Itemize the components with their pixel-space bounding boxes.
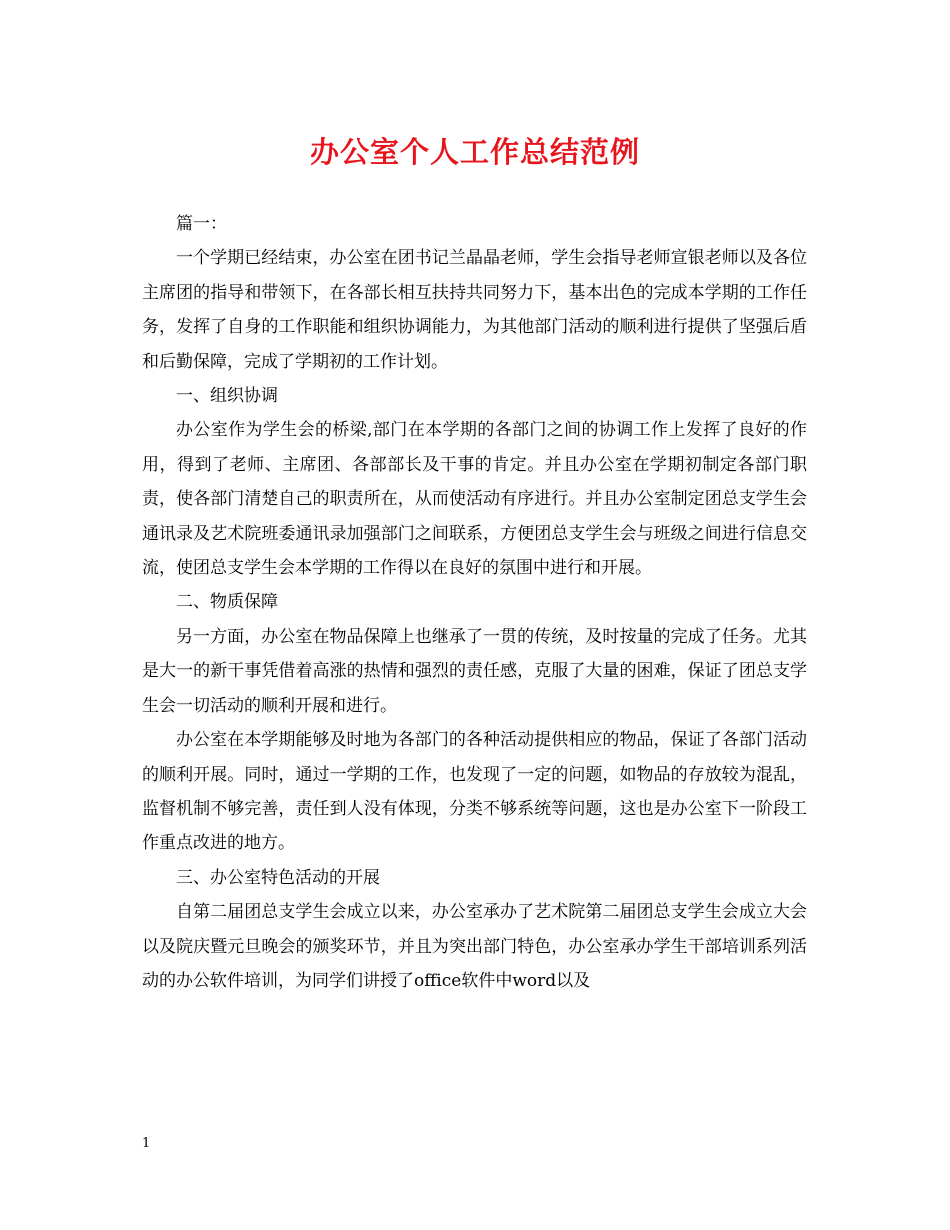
section-heading: 一、组织协调 (176, 386, 278, 407)
body-paragraph: 办公室作为学生会的桥梁,部门在本学期的各部门之间的协调工作上发挥了良好的作用，得到了老师、主席团、各部部长及干事的肯定。并且办公室在学期初制定各部门职责，使各部门清楚自己的职责所在，从而使活动有序进行。并且办公室制定团总支学生会通讯录及艺术院班委通讯录加强部门之间联系，方便团总支学生会与班级之间进行信息交流，使团总支学生会本学期的工作得以在良好的氛围中进行和开展。 (142, 420, 807, 579)
document-body (142, 207, 807, 998)
page-number: 1 (142, 1136, 151, 1151)
document-title: 办公室个人工作总结范例 (309, 135, 640, 169)
section-heading: 二、物质保障 (176, 592, 278, 613)
body-paragraph: 办公室在本学期能够及时地为各部门的各种活动提供相应的物品，保证了各部门活动的顺利开展。同时，通过一学期的工作，也发现了一定的问题，如物品的存放较为混乱，监督机制不够完善，责任到人没有体现，分类不够系统等问题，这也是办公室下一阶段工作重点改进的地方。 (142, 730, 807, 854)
section-heading: 篇一： (176, 214, 227, 234)
body-paragraph: 另一方面，办公室在物品保障上也继承了一贯的传统，及时按量的完成了任务。尤其是大一的新干事凭借着高涨的热情和强烈的责任感，克服了大量的困难，保证了团总支学生会一切活动的顺利开展和进行。 (142, 626, 807, 716)
body-paragraph: 一个学期已经结束，办公室在团书记兰晶晶老师，学生会指导老师宣银老师以及各位主席团的指导和带领下，在各部长相互扶持共同努力下，基本出色的完成本学期的工作任务，发挥了自身的工作职能和组织协调能力，为其他部门活动的顺利进行提供了坚强后盾和后勤保障，完成了学期初的工作计划。 (142, 248, 807, 372)
section-heading: 三、办公室特色活动的开展 (176, 867, 380, 888)
body-paragraph: 自第二届团总支学生会成立以来，办公室承办了艺术院第二届团总支学生会成立大会以及院庆暨元旦晚会的颁奖环节，并且为突出部门特色，办公室承办学生干部培训系列活动的办公软件培训，为同学们讲授了office软件中word以及 (142, 902, 807, 991)
